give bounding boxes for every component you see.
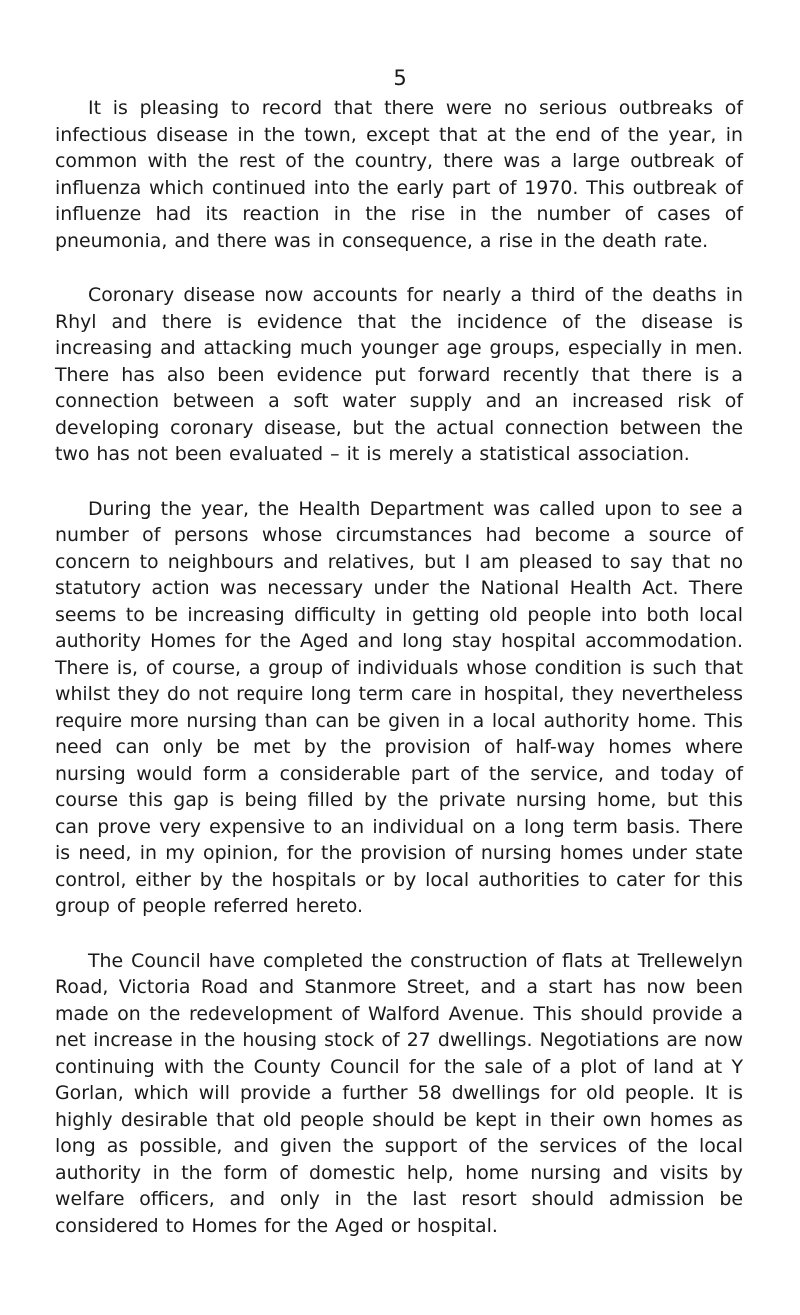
report-body (55, 95, 743, 1239)
paragraph-infectious-disease: It is pleasing to record that there were no serious outbreaks of infectious disease in the town, except that at the end of the year, in common with the rest of the country, there was a large outbreak of influenza which continued into the early part of 1970. This outbreak of influenze had its reaction in the rise in the number of cases of pneumonia, and there was in consequence, a rise in the death rate. (55, 97, 743, 252)
paragraph-coronary-disease: Coronary disease now accounts for nearly a third of the deaths in Rhyl and there is evidence that the incidence of the disease is increasing and attacking much younger age groups, especially in men. There has also been evidence put forward recently that there is a connection between a soft water supply and an increased risk of developing coronary disease, but the actual connection between the two has not been evaluated – it is merely a statistical association. (55, 284, 743, 465)
page-number: 5 (393, 66, 407, 90)
paragraph-housing: The Council have completed the construction of flats at Trellewelyn Road, Victoria Road and Stanmore Street, and a start has now been made on the redevelopment of Walford Avenue. This should provide a net increase in the housing stock of 27 dwellings. Negotiations are now continuing with the County Council for the sale of a plot of land at Y Gorlan, which will provide a further 58 dwellings for old people. It is highly desirable that old people should be kept in their own homes as long as possible, and given the support of the services of the local authority in the form of domestic help, home nursing and visits by welfare officers, and only in the last resort should admission be considered to Homes for the Aged or hospital. (55, 949, 743, 1237)
paragraph-health-department: During the year, the Health Department was called upon to see a number of persons whose circumstances had become a source of concern to neighbours and relatives, but I am pleased to say that no statutory action was necessary under the National Health Act. There seems to be increasing difficulty in getting old people into both local authority Homes for the Aged and long stay hospital accommodation. There is, of course, a group of individuals whose condition is such that whilst they do not require long term care in hospital, they nevertheless require more nursing than can be given in a local authority home. This need can only be met by the provision of half-way homes where nursing would form a considerable part of the service, and today of course this gap is being filled by the private nursing home, but this can prove very expensive to an individual on a long term basis. There is need, in my opinion, for the provision of nursing homes under state control, either by the hospitals or by local authorities to cater for this group of people referred hereto. (55, 497, 743, 917)
